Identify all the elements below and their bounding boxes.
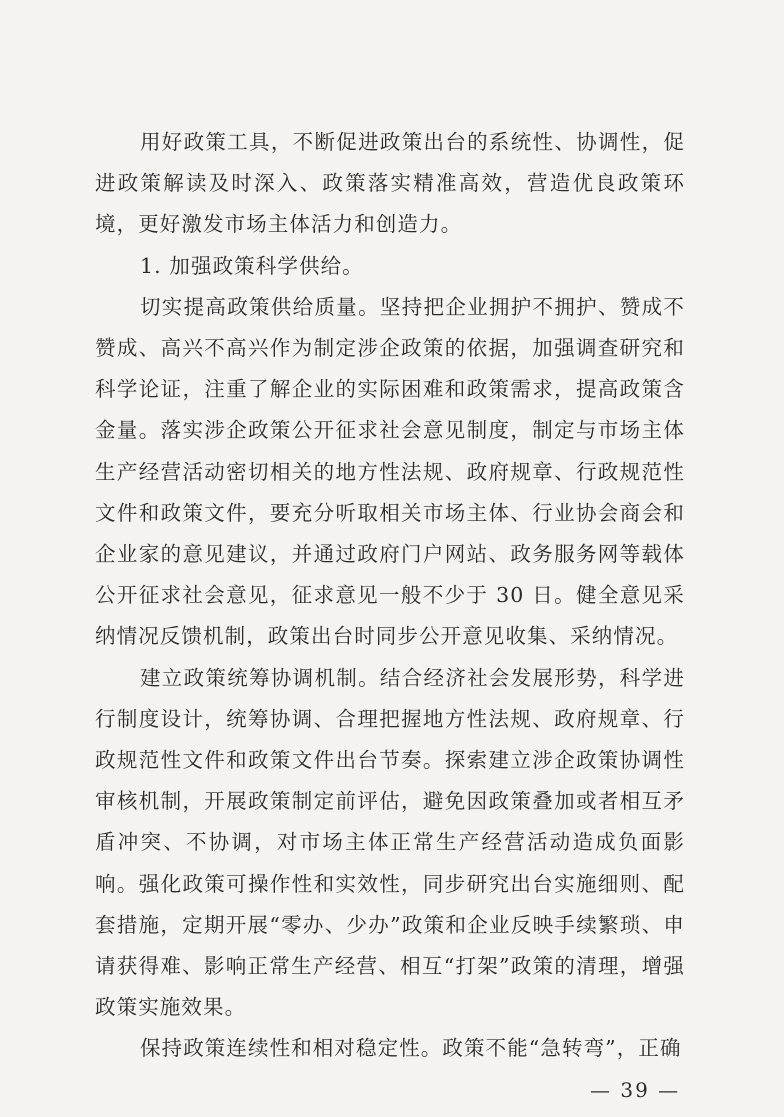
body-text: [95, 122, 685, 1070]
paragraph-intro: 用好政策工具，不断促进政策出台的系统性、协调性，促进政策解读及时深入、政策落实精准高效，营造优良政策环境，更好激发市场主体活力和创造力。: [95, 130, 685, 237]
section-heading: 1. 加强政策科学供给。: [140, 253, 364, 278]
paragraph-supply-quality: 切实提高政策供给质量。坚持把企业拥护不拥护、赞成不赞成、高兴不高兴作为制定涉企政策的依据，加强调查研究和科学论证，注重了解企业的实际困难和政策需求，提高政策含金量。落实涉企政策公开征求社会意见制度，制定与市场主体生产经营活动密切相关的地方性法规、政府规章、行政规范性文件和政策文件，要充分听取相关市场主体、行业协会商会和企业家的意见建议，并通过政府门户网站、政务服务网等载体公开征求社会意见，征求意见一般不少于 30 日。健全意见采纳情况反馈机制，政策出台时同步公开意见收集、采纳情况。: [95, 294, 685, 649]
page-number: — 39 —: [590, 1078, 681, 1102]
paragraph-coordination: 建立政策统筹协调机制。结合经济社会发展形势，科学进行制度设计，统筹协调、合理把握地方性法规、政府规章、行政规范性文件和政策文件出台节奏。探索建立涉企政策协调性审核机制，开展政策制定前评估，避免因政策叠加或者相互矛盾冲突、不协调，对市场主体正常生产经营活动造成负面影响。强化政策可操作性和实效性，同步研究出台实施细则、配套措施，定期开展“零办、少办”政策和企业反映手续繁琐、申请获得难、影响正常生产经营、相互“打架”政策的清理，增强政策实施效果。: [95, 665, 685, 1020]
paragraph-continuity: 保持政策连续性和相对稳定性。政策不能“急转弯”，正确: [140, 1036, 682, 1061]
